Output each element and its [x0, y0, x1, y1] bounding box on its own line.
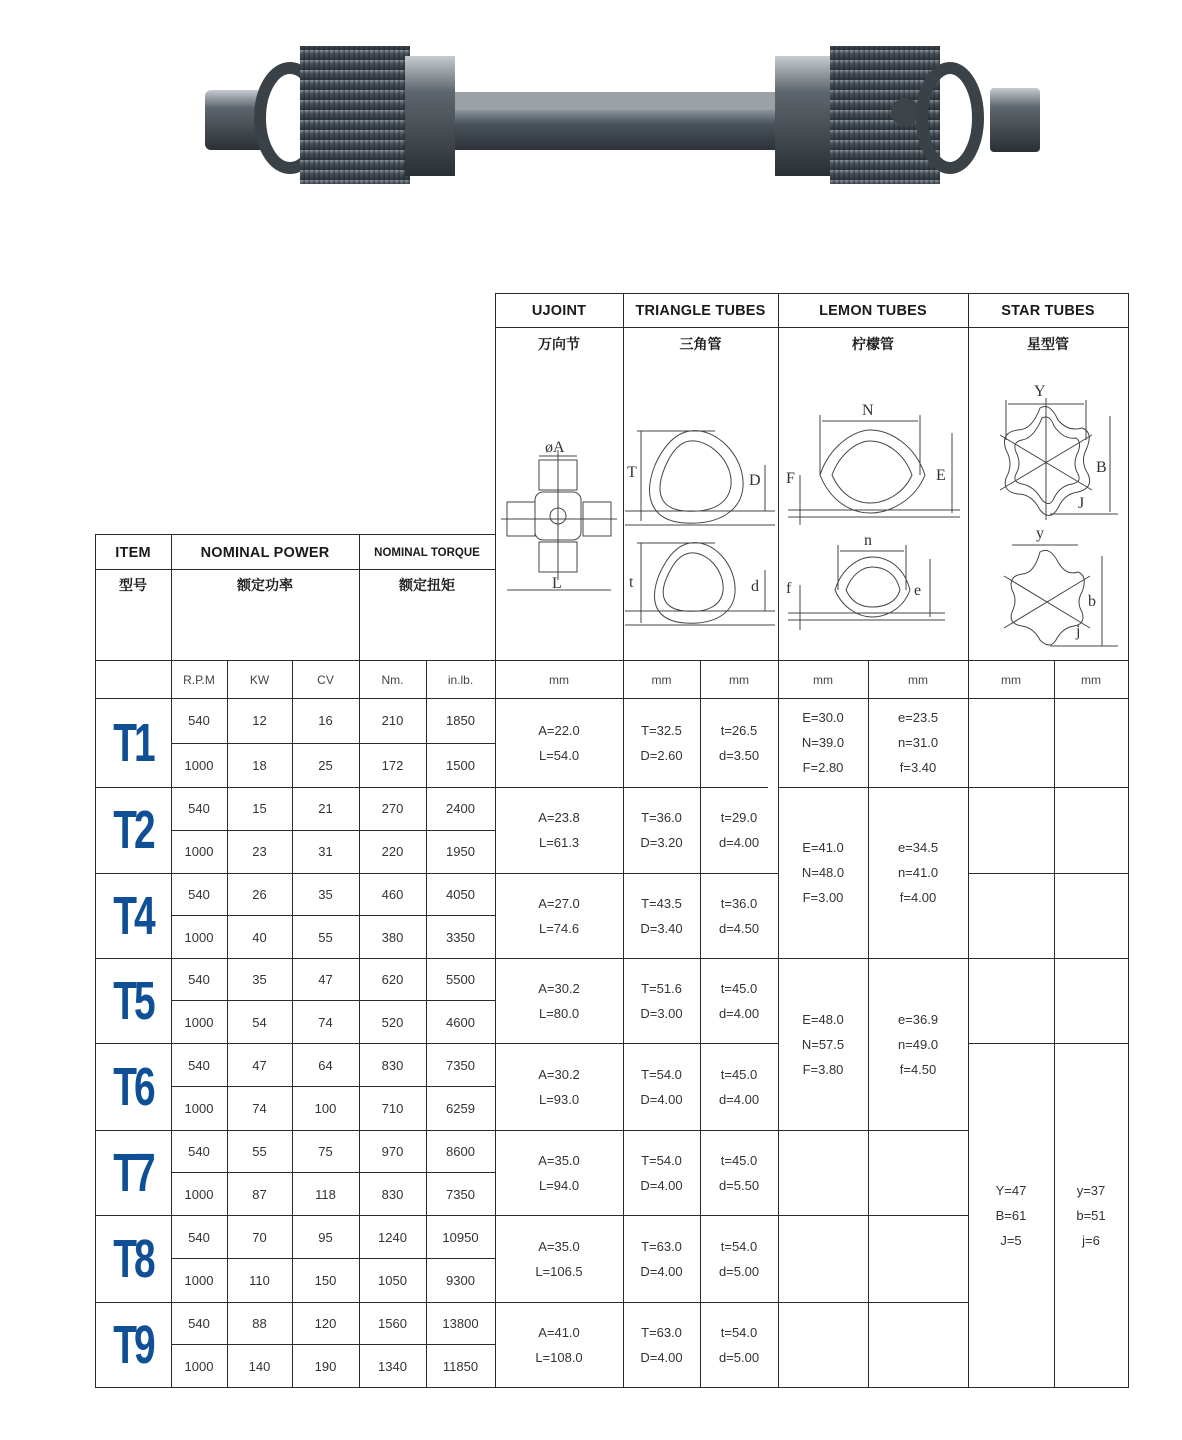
triangle-outer-dimensions: T=43.5 D=3.40 [640, 895, 683, 936]
ujoint-dimensions: A=41.0 L=108.0 [535, 1324, 583, 1365]
triangle-outer-dimensions: T=54.0 D=4.00 [640, 1066, 683, 1107]
cell-nm: 830 [381, 1057, 404, 1073]
header-item: ITEM [115, 544, 151, 561]
cell-rpm: 540 [188, 1229, 210, 1245]
cell-cv: 31 [318, 844, 333, 859]
cell-nm: 380 [381, 929, 404, 945]
label-e-upper: E [936, 467, 946, 484]
item-label: T1 [113, 712, 153, 773]
header-nominal-power: NOMINAL POWER [200, 544, 330, 561]
cell-nm: 1340 [378, 1358, 407, 1374]
cell-nm: 172 [381, 757, 404, 773]
lemon-outer-group-1: E=30.0 N=39.0 F=2.80 [801, 710, 845, 775]
cell-inlb: 2400 [446, 801, 475, 816]
ujoint-dimensions: A=35.0 L=94.0 [538, 1152, 580, 1193]
cell-inlb: 8600 [446, 1144, 475, 1159]
cell-rpm: 1000 [184, 1358, 214, 1374]
unit-rpm: R.P.M [183, 672, 215, 687]
cell-kw: 88 [252, 1316, 267, 1331]
cell-cv: 21 [318, 801, 333, 816]
cell-kw: 47 [252, 1057, 267, 1073]
cell-kw: 54 [252, 1014, 267, 1030]
cell-kw: 15 [252, 801, 267, 816]
unit-tri-inner-mm: mm [729, 672, 749, 687]
lemon-inner-group-3: e=36.9 n=49.0 f=4.50 [897, 1011, 939, 1077]
pto-shaft-illustration [200, 30, 1060, 200]
cell-kw: 40 [252, 929, 267, 945]
cell-inlb: 13800 [442, 1316, 479, 1331]
header-nominal-torque-cn: 额定扭矩 [399, 577, 455, 593]
cell-rpm: 1000 [184, 929, 214, 945]
item-label: T8 [113, 1228, 153, 1289]
cell-inlb: 1500 [446, 757, 475, 773]
item-label: T2 [113, 800, 153, 860]
cell-rpm: 1000 [184, 1186, 214, 1202]
triangle-outer-dimensions: T=51.6 D=3.00 [640, 980, 683, 1021]
label-y-lower: y [1036, 525, 1044, 542]
cell-rpm: 540 [188, 1057, 210, 1073]
header-nominal-torque: NOMINAL TORQUE [374, 546, 480, 559]
cell-cv: 95 [318, 1229, 333, 1245]
cell-nm: 210 [381, 713, 404, 728]
cell-kw: 35 [252, 972, 267, 987]
lemon-outer-group-3: E=48.0 N=57.5 F=3.80 [801, 1011, 845, 1077]
header-nominal-power-cn: 额定功率 [237, 577, 293, 593]
cell-cv: 47 [318, 972, 333, 987]
cell-cv: 16 [318, 713, 333, 728]
cell-cv: 55 [318, 929, 333, 945]
unit-inlb: in.lb. [447, 672, 474, 687]
cell-kw: 70 [252, 1229, 267, 1245]
cell-inlb: 10950 [442, 1229, 479, 1245]
cell-kw: 74 [252, 1101, 267, 1116]
triangle-inner-dimensions: t=29.0 d=4.00 [718, 810, 760, 850]
triangle-inner-dimensions: t=36.0 d=4.50 [718, 895, 760, 936]
header-ujoint: UJOINT [531, 303, 587, 319]
star-tubes-diagram [970, 380, 1126, 656]
triangle-outer-dimensions: T=36.0 D=3.20 [640, 810, 683, 850]
cell-rpm: 540 [188, 801, 210, 816]
cell-cv: 118 [315, 1186, 336, 1202]
lemon-inner-group-2: e=34.5 n=41.0 f=4.00 [897, 840, 939, 905]
cell-cv: 75 [318, 1144, 333, 1159]
triangle-outer-dimensions: T=63.0 D=4.00 [640, 1238, 683, 1279]
ujoint-dimensions: A=30.2 L=80.0 [538, 980, 580, 1021]
cell-inlb: 1850 [446, 713, 475, 728]
header-triangle-tubes-cn: 三角管 [679, 336, 722, 352]
cell-inlb: 3350 [446, 929, 475, 945]
label-f-upper: F [786, 470, 795, 487]
header-triangle-tubes: TRIANGLE TUBES [635, 303, 766, 319]
label-j-upper: J [1078, 495, 1085, 512]
label-t-lower: t [629, 574, 634, 591]
header-lemon-tubes-cn: 柠檬管 [852, 336, 894, 352]
lemon-outer-group-2: E=41.0 N=48.0 F=3.00 [801, 840, 845, 905]
cell-rpm: 540 [188, 713, 210, 728]
cell-cv: 25 [318, 757, 333, 773]
ujoint-dimensions: A=23.8 L=61.3 [538, 810, 580, 850]
ujoint-dimensions: A=27.0 L=74.6 [538, 895, 580, 936]
label-d-lower: d [751, 578, 759, 595]
label-l: L [552, 575, 562, 592]
triangle-inner-dimensions: t=54.0 d=5.00 [718, 1238, 760, 1279]
cell-inlb: 5500 [446, 972, 475, 987]
ujoint-dimensions: A=35.0 L=106.5 [535, 1238, 583, 1279]
item-label: T5 [113, 970, 153, 1031]
cell-nm: 620 [381, 972, 404, 987]
cell-kw: 12 [252, 713, 267, 728]
label-diameter-a: øA [545, 439, 565, 456]
header-item-cn: 型号 [119, 577, 147, 593]
header-star-tubes: STAR TUBES [1001, 303, 1095, 319]
ujoint-diagram [497, 430, 622, 600]
unit-nm: Nm. [381, 672, 404, 687]
triangle-outer-dimensions: T=63.0 D=4.00 [640, 1324, 683, 1365]
unit-lemon-outer-mm: mm [813, 672, 833, 687]
cell-rpm: 1000 [184, 1101, 214, 1116]
cell-kw: 26 [252, 887, 267, 902]
item-label: T9 [113, 1314, 153, 1375]
triangle-inner-dimensions: t=54.0 d=5.00 [718, 1324, 760, 1365]
unit-cv: CV [317, 672, 334, 687]
cell-rpm: 1000 [184, 757, 214, 773]
cell-kw: 87 [252, 1186, 267, 1202]
cell-nm: 1050 [378, 1273, 407, 1288]
cell-kw: 140 [248, 1358, 271, 1374]
header-star-tubes-cn: 星型管 [1027, 336, 1069, 352]
label-f-lower: f [786, 580, 792, 597]
cell-kw: 55 [252, 1144, 267, 1159]
cell-nm: 830 [381, 1186, 404, 1202]
cell-cv: 64 [318, 1057, 333, 1073]
triangle-outer-dimensions: T=32.5 D=2.60 [640, 722, 683, 763]
cell-nm: 460 [381, 887, 404, 902]
label-n-lower: n [864, 532, 872, 549]
cell-nm: 520 [381, 1014, 404, 1030]
cell-kw: 23 [252, 844, 267, 859]
unit-star-inner-mm: mm [1081, 672, 1101, 687]
cell-rpm: 540 [188, 887, 210, 902]
ujoint-dimensions: A=22.0 L=54.0 [538, 722, 580, 763]
cell-rpm: 1000 [184, 844, 214, 859]
label-e-lower: e [914, 582, 922, 599]
label-b-lower: b [1088, 593, 1096, 610]
cell-kw: 18 [252, 757, 267, 773]
ujoint-dimensions: A=30.2 L=93.0 [538, 1066, 580, 1107]
cell-nm: 1560 [378, 1316, 407, 1331]
cell-nm: 970 [381, 1144, 404, 1159]
cell-inlb: 4600 [446, 1014, 475, 1030]
triangle-inner-dimensions: t=45.0 d=4.00 [718, 1066, 760, 1107]
cell-nm: 220 [381, 844, 404, 859]
header-ujoint-cn: 万向节 [538, 336, 580, 352]
cell-inlb: 1950 [446, 844, 475, 859]
cell-rpm: 1000 [184, 1273, 214, 1288]
cell-nm: 710 [381, 1101, 404, 1116]
unit-tri-outer-mm: mm [651, 672, 672, 687]
cell-inlb: 11850 [442, 1358, 479, 1374]
cell-inlb: 9300 [446, 1273, 475, 1288]
triangle-inner-dimensions: t=45.0 d=4.00 [718, 980, 760, 1021]
label-b-upper: B [1096, 459, 1107, 476]
cell-nm: 1240 [378, 1229, 407, 1245]
cell-cv: 100 [314, 1101, 337, 1116]
unit-kw: KW [249, 672, 270, 687]
cell-inlb: 6259 [446, 1101, 475, 1116]
lemon-tubes-diagram [780, 395, 966, 645]
cell-rpm: 540 [188, 972, 210, 987]
cell-inlb: 7350 [446, 1057, 475, 1073]
header-lemon-tubes: LEMON TUBES [819, 303, 927, 319]
label-t-upper: T [627, 464, 637, 481]
triangle-inner-dimensions: t=45.0 d=5.50 [718, 1152, 760, 1193]
cell-nm: 270 [381, 801, 404, 816]
cell-cv: 190 [314, 1358, 337, 1374]
cell-inlb: 7350 [446, 1186, 475, 1202]
label-y-upper: Y [1034, 383, 1046, 400]
triangle-tubes-diagram [625, 425, 777, 650]
triangle-outer-dimensions: T=54.0 D=4.00 [640, 1152, 683, 1193]
cell-rpm: 540 [188, 1316, 210, 1331]
cell-cv: 35 [318, 887, 333, 902]
unit-star-outer-mm: mm [1001, 672, 1021, 687]
cell-cv: 120 [314, 1316, 337, 1331]
cell-rpm: 1000 [184, 1014, 214, 1030]
unit-ujoint-mm: mm [549, 672, 569, 687]
cell-rpm: 540 [188, 1144, 210, 1159]
cell-cv: 150 [314, 1273, 337, 1288]
unit-lemon-inner-mm: mm [908, 672, 928, 687]
item-label: T7 [113, 1142, 153, 1203]
star-outer-group-1: Y=47 B=61 J=5 [995, 1182, 1027, 1248]
item-label: T4 [113, 885, 153, 946]
label-j-lower: j [1076, 623, 1081, 640]
triangle-inner-dimensions: t=26.5 d=3.50 [718, 722, 760, 763]
item-label: T6 [113, 1056, 153, 1117]
cell-cv: 74 [318, 1014, 333, 1030]
cell-kw: 110 [249, 1273, 270, 1288]
label-d-upper: D [749, 472, 761, 489]
label-n-upper: N [862, 402, 874, 419]
lemon-inner-group-1: e=23.5 n=31.0 f=3.40 [897, 710, 939, 775]
cell-inlb: 4050 [446, 887, 475, 902]
star-inner-group-1: y=37 b=51 j=6 [1076, 1182, 1106, 1248]
